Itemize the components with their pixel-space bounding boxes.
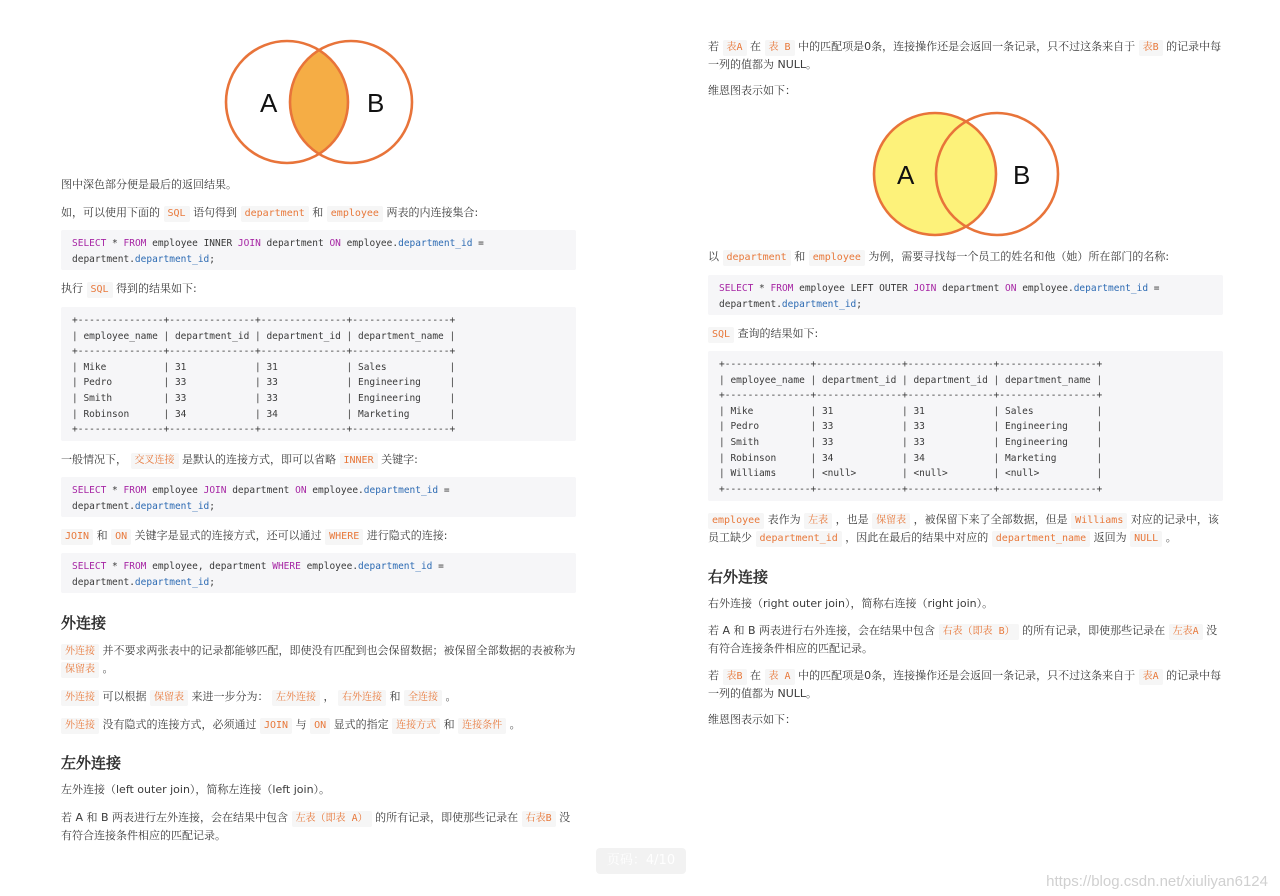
result-intro: 执行 SQL 得到的结果如下:	[61, 280, 197, 298]
table-line: | Mike | 31 | 31 | Sales |	[719, 405, 1103, 417]
venn-label-b: B	[367, 88, 385, 118]
outer-join-definition: 外连接 并不要求两张表中的记录都能够匹配，即使没有匹配到也会保留数据；被保留全部数据的表被称为 保留表 。	[61, 642, 576, 678]
venn-label-a: A	[897, 160, 915, 190]
venn-intro-left: 维恩图表示如下：	[708, 84, 796, 97]
blog-watermark: https://blog.csdn.net/xiuliyan6124	[1046, 873, 1268, 890]
table-line: +---------------+---------------+---------------+-----------------+	[72, 315, 456, 326]
left-join-venn-diagram	[871, 110, 1061, 238]
table-line: +---------------+---------------+---------------+-----------------+	[72, 346, 456, 358]
sql-where-block: SELECT * FROM employee, department WHERE employee.department_id = department.department_id;	[61, 553, 576, 593]
table-line: +---------------+---------------+---------------+-----------------+	[719, 483, 1103, 495]
table-line: | Smith | 33 | 33 | Engineering |	[72, 392, 456, 404]
cross-join-note: 一般情况下， 交叉连接 是默认的连接方式，即可以省略 INNER 关键字:	[61, 451, 418, 469]
table-line: | employee_name | department_id | department_id | department_name |	[719, 374, 1103, 386]
sql-join-block: SELECT * FROM employee JOIN department ON employee.department_id = department.department_id;	[61, 477, 576, 517]
table-line: +---------------+---------------+---------------+-----------------+	[719, 390, 1103, 402]
inner-join-venn-diagram	[223, 38, 415, 166]
right-join-description: 若 A 和 B 两表进行右外连接，会在结果中包含 右表（即表 B） 的所有记录，即使那些记录在 左表A 没有符合连接条件相应的匹配记录。	[708, 624, 1218, 655]
left-join-explanation: employee 表作为 左表 ，也是 保留表 ，被保留下来了全部数据，但是 Williams 对应的记录中，该员工缺少 department_id ，因此在最后的结果中对应的 department_name 返回为 NULL 。	[708, 511, 1223, 547]
sql-left-outer-join-block: SELECT * FROM employee LEFT OUTER JOIN department ON employee.department_id = department.department_id;	[708, 275, 1223, 315]
table-line: +---------------+---------------+---------------+-----------------+	[719, 359, 1103, 370]
heading-right-outer-join: 右外连接	[708, 568, 769, 586]
right-join-null-note: 若 表B 在 表 A 中的匹配项是0条，连接操作还是会返回一条记录，只不过这条来自于 表A 的记录中每一列的值都为 NULL。	[708, 669, 1222, 700]
heading-left-outer-join: 左外连接	[61, 754, 122, 772]
table-line: | employee_name | department_id | department_id | department_name |	[72, 330, 456, 342]
table-line: | Smith | 33 | 33 | Engineering |	[719, 436, 1103, 448]
table-line: | Mike | 31 | 31 | Sales |	[72, 361, 456, 373]
left-join-description: 若 A 和 B 两表进行左外连接，会在结果中包含 左表（即表 A） 的所有记录，即使那些记录在 右表B 没有符合连接条件相应的匹配记录。	[61, 811, 571, 842]
left-join-result-intro: SQL 查询的结果如下:	[708, 325, 818, 343]
table-line: | Williams | <null> | <null> | <null> |	[719, 468, 1103, 480]
left-join-example-intro: 以 department 和 employee 为例，需要寻找每一个员工的姓名和他（她）所在部门的名称:	[708, 248, 1169, 266]
implicit-join-note: JOIN 和 ON 关键字是显式的连接方式，还可以通过 WHERE 进行隐式的连接:	[61, 527, 447, 545]
left-join-null-note: 若 表A 在 表 B 中的匹配项是0条，连接操作还是会返回一条记录，只不过这条来自于 表B 的记录中每一列的值都为 NULL。	[708, 40, 1222, 71]
inner-join-intro: 如，可以使用下面的 SQL 语句得到 department 和 employee 两表的内连接集合:	[61, 204, 576, 222]
outer-join-explicit: 外连接 没有隐式的连接方式，必须通过 JOIN 与 ON 显式的指定 连接方式 和 连接条件 。	[61, 716, 521, 734]
table-line: | Pedro | 33 | 33 | Engineering |	[72, 377, 456, 389]
left-join-alias: 左外连接（left outer join），简称左连接（left join）。	[61, 783, 331, 796]
table-line: | Pedro | 33 | 33 | Engineering |	[719, 421, 1103, 433]
page-indicator[interactable]: 页码：4/10	[596, 848, 686, 874]
heading-outer-join: 外连接	[61, 614, 107, 632]
venn-label-a: A	[260, 88, 278, 118]
result-table-inner-join	[61, 307, 576, 441]
table-line: | Robinson | 34 | 34 | Marketing |	[72, 408, 456, 420]
venn-caption: 图中深色部分便是最后的返回结果。	[61, 178, 237, 191]
table-line: +---------------+---------------+---------------+-----------------+	[72, 424, 456, 436]
venn-label-b: B	[1013, 160, 1031, 190]
outer-join-types: 外连接 可以根据 保留表 来进一步分为： 左外连接 ， 右外连接 和 全连接 。	[61, 688, 457, 706]
right-join-alias: 右外连接（right outer join），简称右连接（right join）。	[708, 597, 994, 610]
venn-intro-right: 维恩图表示如下：	[708, 713, 796, 726]
result-table-left-join	[708, 351, 1223, 501]
sql-inner-join-block: SELECT * FROM employee INNER JOIN department ON employee.department_id = department.department_id;	[61, 230, 576, 270]
table-line: | Robinson | 34 | 34 | Marketing |	[719, 452, 1103, 464]
